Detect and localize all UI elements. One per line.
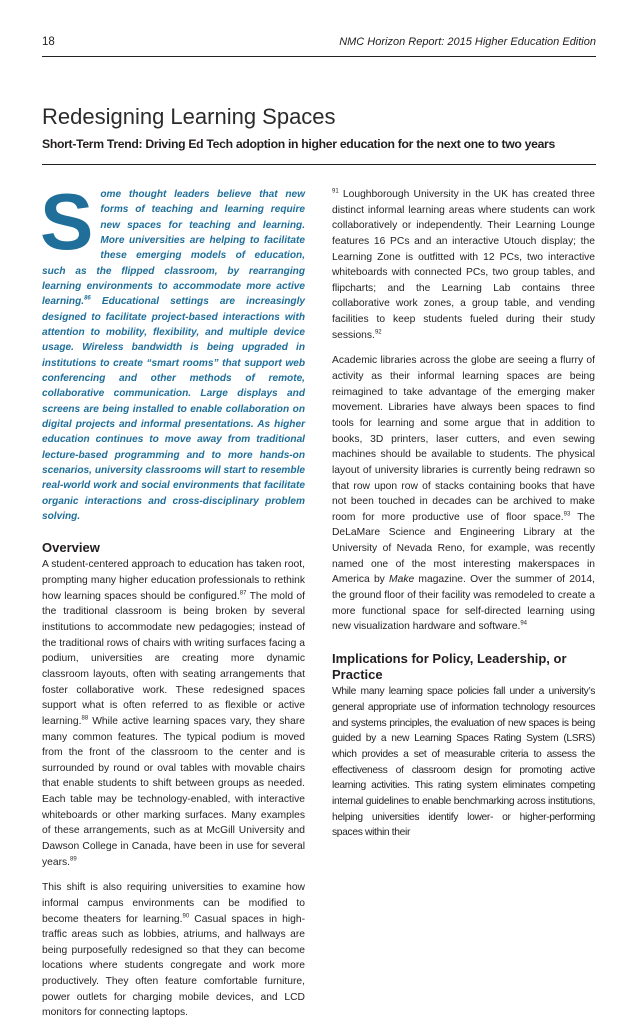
article-title: Redesigning Learning Spaces	[42, 104, 336, 129]
footnote-ref: 88	[81, 715, 89, 722]
footnote-ref: 90	[182, 913, 190, 920]
footnote-ref: 87	[239, 590, 247, 597]
footnote-ref: 89	[70, 856, 77, 863]
body-text: While active learning spaces vary, they share many common features. The typical podium is moved from the front of the classroom to the center and is surrounded by round or oval tables with movable chairs that enable students to shift between groups as needed. Each table may be technology-enabled, with interactive whiteboards or other marking surfaces. Many examples of these arrangements, such as at McGill University and Dawson College in Canada, have been in use for several years.	[42, 715, 305, 868]
overview-heading: Overview	[42, 540, 100, 556]
article-subtitle: Short-Term Trend: Driving Ed Tech adoption in higher education for the next one to two years	[42, 137, 555, 151]
drop-cap: S	[40, 177, 94, 266]
body-text: The mold of the traditional classroom is being broken by several institutions to accommodate new pedagogies; instead of the traditional rows of chairs with writing surfaces facing a podium, universities are creating more dynamic classroom layouts, often with seating arrangements that foster collaborative work. These redesigned spaces support what is often referred to as flexible or active learning.	[42, 590, 306, 727]
overview-paragraph-2	[42, 880, 305, 1021]
footnote-ref: 93	[563, 511, 571, 518]
implications-heading: Implications for Policy, Leadership, or Practice	[332, 650, 567, 683]
left-column	[40, 177, 306, 1031]
footnote-ref: 92	[374, 329, 382, 336]
overview-paragraph-1	[42, 557, 305, 870]
body-text: This shift is also requiring universities to examine how informal campus environments can be modified to become theaters for learning.	[42, 882, 305, 925]
intro-text-2: Educational settings are increasingly designed to facilitate project-based interactions with attention to mobility, flexibility, and multiple device usage. Wireless bandwidth is being upgraded in institutions to create “smart rooms” that support web conferencing and other methods of remote, collaborative communication. Large displays and screens are being installed to enable collaboration on digital projects and informal presentations. As higher education continues to move away from traditional lecture-based programming and to more hands-on scenarios, university classrooms will start to resemble real-world work and social environments that facilitate organic interactions and cross-disciplinary problem solving.	[42, 296, 305, 522]
body-text: Casual spaces in high-traffic areas such as lobbies, atriums, and hallways are being purposefully redesigned so that they can become locations where students congregate and work more productively. They often feature comfortable furniture, power outlets for charging mobile devices, and LCD monitors for connecting laptops.	[42, 913, 305, 1019]
body-text: Loughborough University in the UK has created three distinct informal learning areas where students can work collaboratively or independently. Their Learning Lounge features 16 PCs and an interactive Utouch display; the Learning Zone is outfitted with 12 PCs, two interactive whiteboards with connected PCs, two group tables, and flipcharts; and the Learning Lab contains three collaborative work zones, a group table, and vending facilities to keep students fueled during their study sessions.	[332, 189, 595, 341]
body-text: Academic libraries across the globe are seeing a flurry of activity as their informal learning spaces are being reimagined to take advantage of the emerging maker movement. Libraries have always been spaces to find tools for learning and some argue that in addition to books, 3D printers, laser cutters, and even sewing machines should be available to students. The physical layout of university libraries is currently being redrawn so that row upon row of stacks containing books that have not been touched in decades can be archived to make room for more productive use of floor space.	[332, 355, 595, 523]
running-header: NMC Horizon Report: 2015 Higher Education Edition	[339, 36, 596, 48]
magazine-name: Make	[389, 574, 415, 586]
body-text: The DeLaMare Science and Engineering Library at the University of Nevada Reno, for example, was recently named one of the most interesting makerspaces in America by	[332, 511, 595, 586]
page-number: 18	[42, 36, 55, 48]
intro-paragraph	[40, 177, 305, 524]
overview-paragraph-3	[332, 353, 595, 635]
title-rule	[42, 164, 596, 165]
header-rule	[42, 56, 596, 57]
footnote-ref: 94	[520, 620, 527, 627]
overview-paragraph-2-continued	[332, 187, 595, 343]
body-text: A student-centered approach to education has taken root, prompting many higher education professionals to rethink how learning spaces should be configured.	[42, 559, 305, 602]
intro-text-1: ome thought leaders believe that new forms of teaching and learning require new spaces for teaching and learning. More universities are helping to facilitate these emerging models of education, such as the flipped classroom, by rearranging learning environments to accommodate more active learning.	[42, 189, 305, 308]
footnote-ref: 91	[332, 188, 339, 195]
right-column	[332, 187, 595, 851]
body-text: magazine. Over the summer of 2014, the ground floor of their facility was remodeled to create a more functional space for self-directed learning using new visualization hardware and software.	[332, 574, 595, 633]
implications-paragraph: While many learning space policies fall under a university’s general appropriate use of information technology resources and systems principles, the evaluation of new spaces is being guided by a new Learning Spaces Rating System (LSRS) which provides a set of measurable criteria to assess the effectiveness of classroom design for promoting active learning activities. This rating system eliminates competing internal guidelines to enable benchmarking across institutions, helping universities identify lower- or higher-performing spaces within their	[332, 686, 595, 839]
footnote-ref: 86	[84, 295, 91, 302]
